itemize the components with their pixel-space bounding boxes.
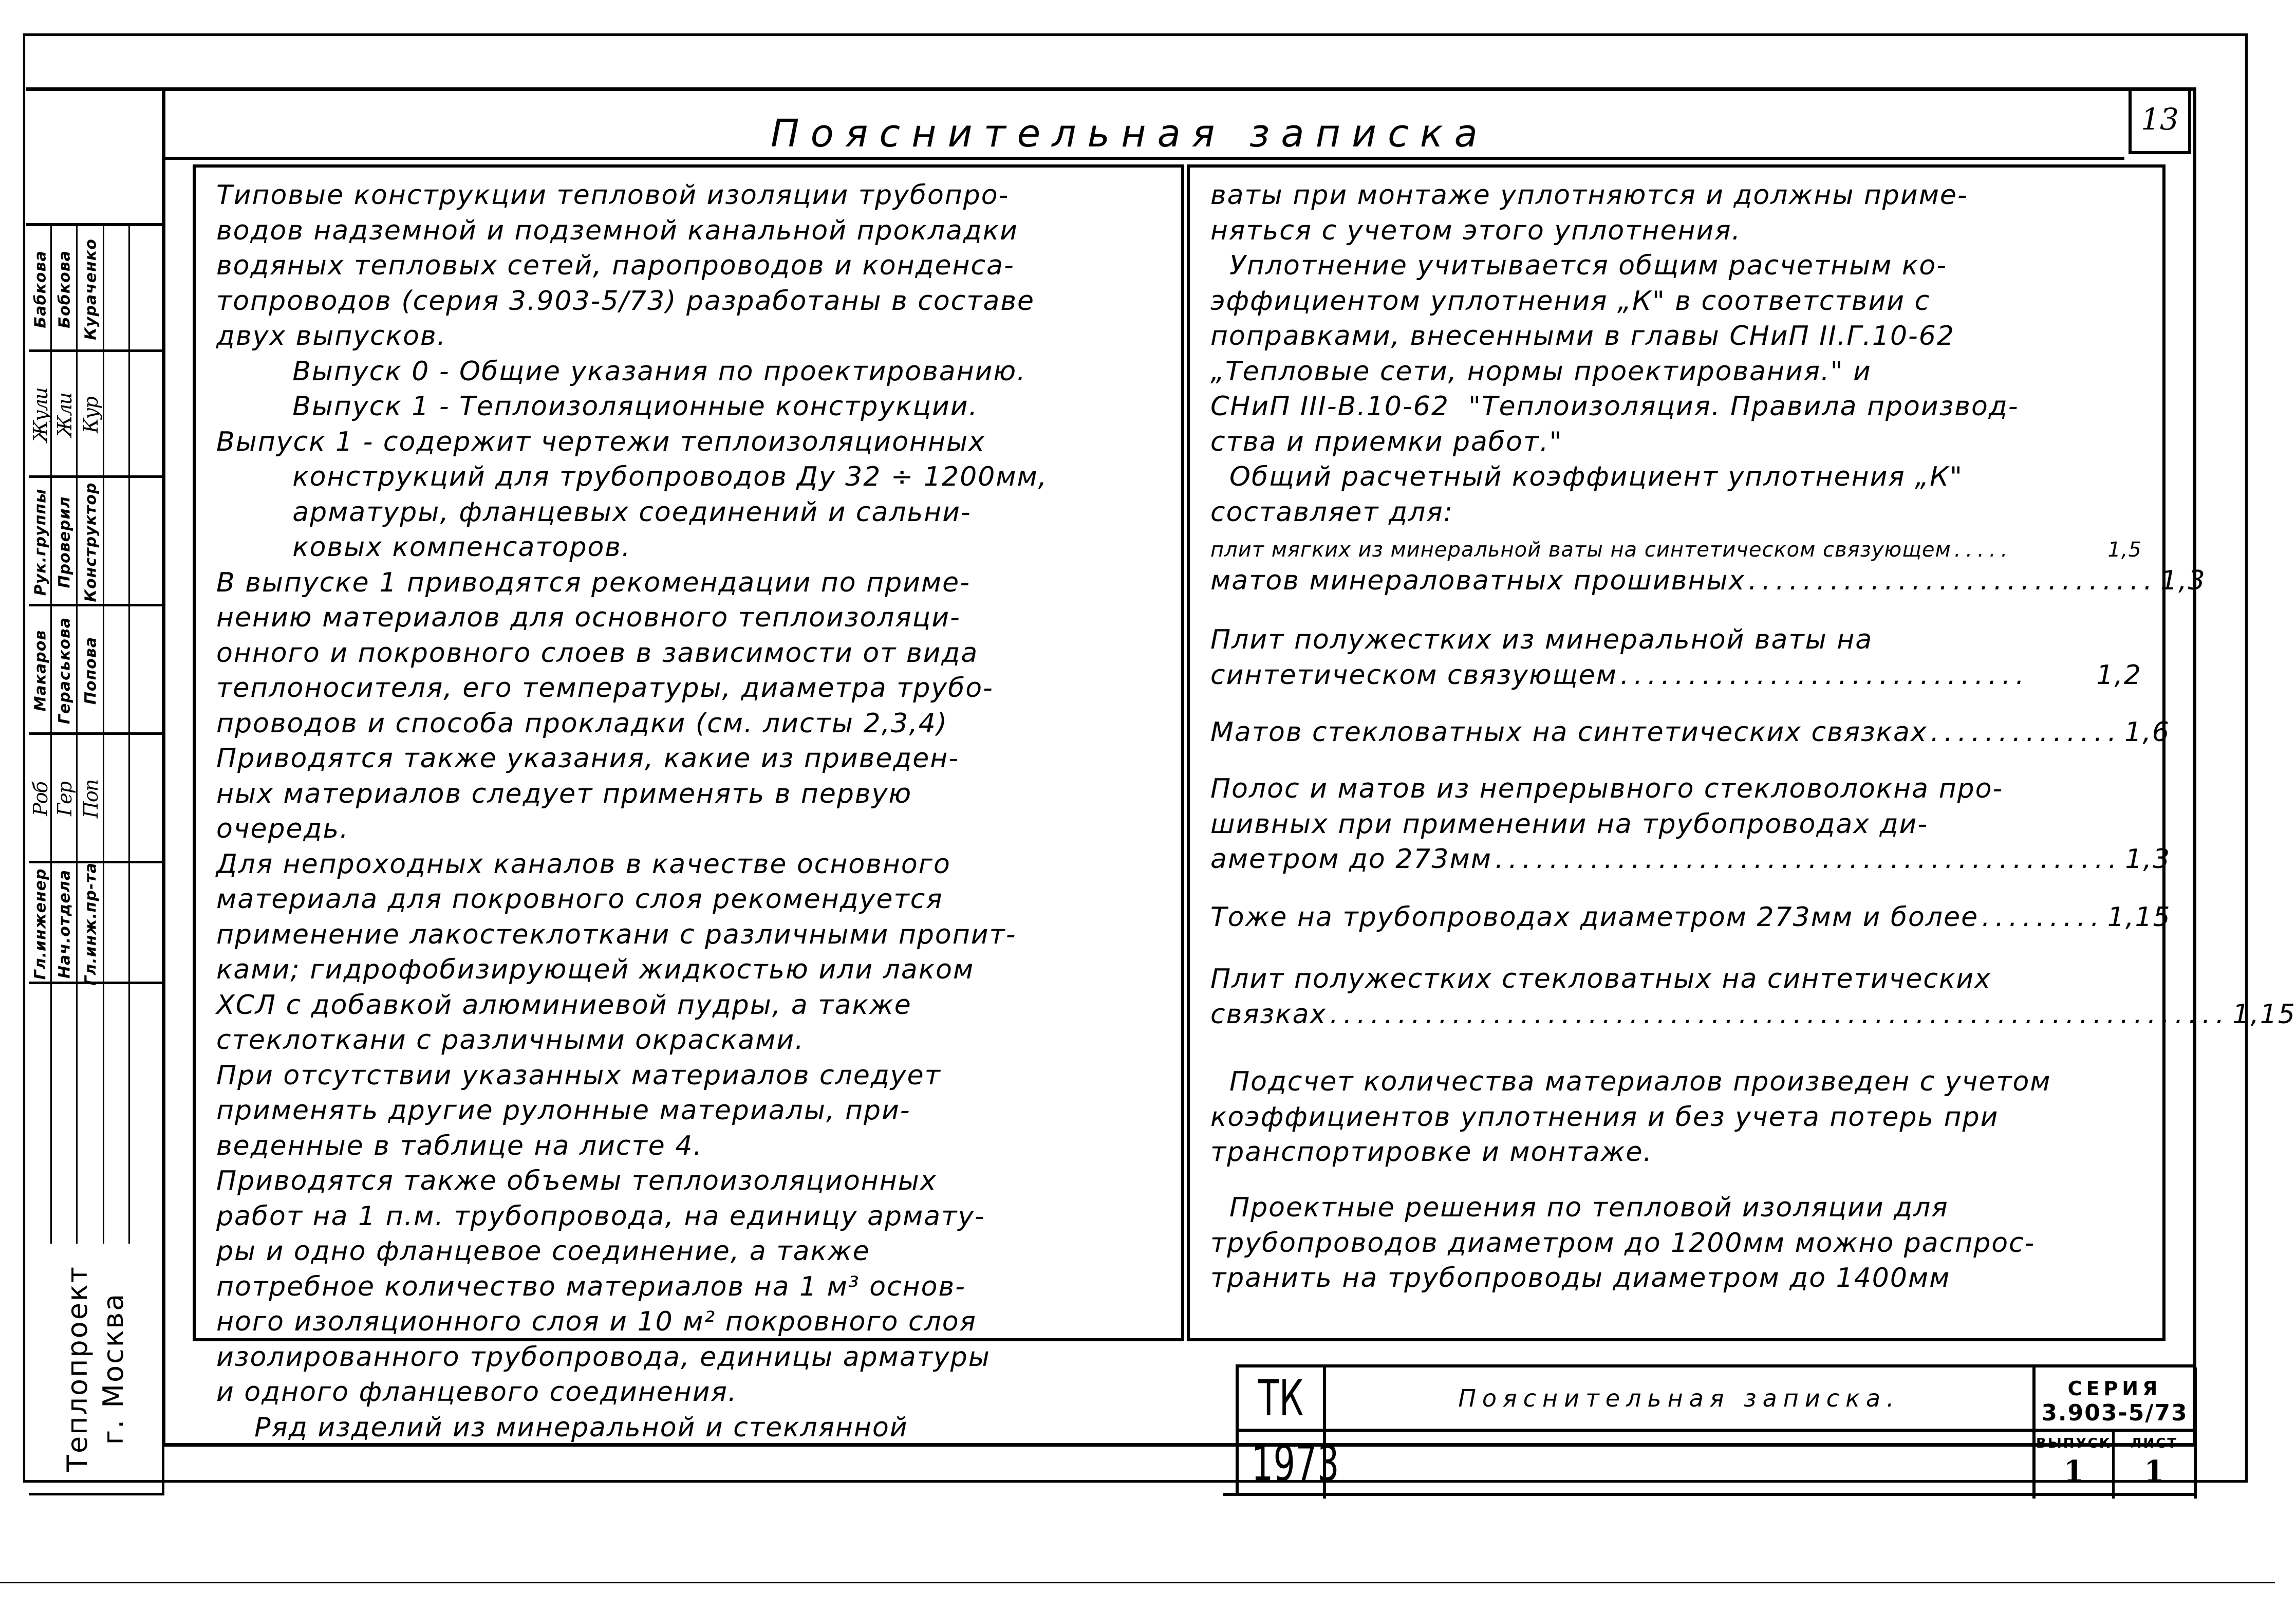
sheet-edge-line	[0, 1582, 2275, 1583]
drawing-code: ТК	[1258, 1370, 1304, 1427]
issue-value: 1	[2064, 1454, 2084, 1488]
title-block-code-cell	[1239, 1367, 1326, 1432]
signature: Кур	[80, 397, 102, 433]
text-line: Полос и матов из непрерывного стекловолокна про-	[1210, 773, 2004, 804]
page-number: 13	[2141, 102, 2179, 137]
text-panel-right	[1187, 164, 2296, 1341]
coefficient-label: Тоже на трубопроводах диаметром 273мм и более	[1210, 902, 1979, 933]
coefficient-value: 1,3	[2125, 844, 2171, 875]
text-line: Проектные решения по тепловой изоляции для	[1210, 1192, 1949, 1223]
leader-dots: .........	[1982, 902, 2104, 933]
coefficient-value: 1,3	[2160, 565, 2206, 596]
text-line: и одного фланцевого соединения.	[216, 1377, 738, 1408]
text-line: няться с учетом этого уплотнения.	[1210, 215, 1742, 246]
title-block-bottom-border	[1223, 1493, 2196, 1496]
coefficient-item	[1210, 771, 2171, 877]
left-column-body	[216, 178, 1171, 1445]
stamp-name: Кураченко	[82, 238, 100, 340]
design-scope-note	[1210, 1190, 2142, 1296]
text-line: Выпуск 1 - содержит чертежи теплоизоляционных	[216, 426, 985, 457]
text-line: „Тепловые сети, нормы проектирования." и	[1210, 356, 1872, 387]
text-line: очередь.	[216, 814, 349, 844]
coefficient-value: 1,15	[2107, 902, 2171, 933]
signature: Роб	[29, 782, 52, 816]
text-line: Для непроходных каналов в качестве основного	[216, 848, 951, 880]
coefficient-item	[1210, 563, 2206, 599]
text-line: трубопроводов диаметром до 1200мм можно распрос-	[1210, 1227, 2036, 1259]
text-line: теплоносителя, его температуры, диаметра трубо-	[216, 673, 994, 704]
coefficient-item	[1210, 962, 2296, 1032]
materials-count-note	[1210, 1064, 2142, 1170]
title-block-year-cell	[1239, 1432, 1339, 1499]
stamp-role: Проверил	[55, 496, 74, 588]
text-line: нению материалов для основного теплоизоляци-	[216, 602, 961, 633]
text-line: Общий расчетный коэффициент уплотнения „К"	[1210, 461, 1963, 492]
text-line: шивных при применении на трубопроводах ди-	[1210, 808, 1929, 840]
text-line: Выпуск 0 - Общие указания по проектированию.	[216, 356, 1026, 387]
stamp-role: Нач.отдела	[55, 869, 74, 978]
coefficient-item	[1210, 715, 2170, 750]
text-line: топроводов (серия 3.903-5/73) разработаны в составе	[216, 285, 1035, 317]
stamp-role: Конструктор	[82, 482, 100, 602]
title-block-title-cell	[1326, 1367, 2032, 1432]
coefficient-label: плит мягких из минеральной ваты на синтетическом связующем	[1210, 538, 1951, 562]
signature: Жули	[29, 387, 52, 442]
text-line: Уплотнение учитывается общим расчетным ко-	[1210, 250, 1947, 281]
stamp-role: Рук.группы	[31, 488, 49, 596]
stamp-name: Гераськова	[55, 617, 74, 725]
coefficient-label: синтетическом связующем	[1210, 659, 1617, 691]
coefficient-value: 1,15	[2232, 999, 2296, 1030]
page-number-box	[2129, 90, 2191, 154]
stamp-block-signatures-mid	[29, 735, 164, 863]
organization-block	[29, 1244, 164, 1495]
coefficient-label: аметром до 273мм	[1210, 844, 1492, 875]
text-line: онного и покровного слоев в зависимости от вида	[216, 637, 979, 669]
text-line: водов надземной и подземной канальной прокладки	[216, 215, 1018, 246]
text-line: двух выпусков.	[216, 321, 447, 352]
text-line: При отсутствии указанных материалов следует	[216, 1060, 941, 1091]
drawing-year: 1973	[1251, 1435, 1339, 1492]
coefficient-value: 1,5	[2107, 538, 2142, 562]
coefficient-item	[1210, 622, 2142, 693]
stamp-name: Макаров	[31, 630, 49, 712]
stamp-block-signatures-top	[29, 352, 164, 478]
text-line: стеклоткани с различными окрасками.	[216, 1025, 805, 1056]
approval-stamp	[29, 226, 164, 1244]
text-line: потребное количество материалов на 1 м³ основ-	[216, 1271, 966, 1302]
title-underline	[164, 157, 2124, 160]
leader-dots: ..............	[1930, 717, 2122, 748]
stamp-role: Гл.инженер	[31, 868, 49, 979]
stamp-block-roles-mid	[29, 478, 164, 606]
text-line: ного изоляционного слоя и 10 м² покровного слоя	[216, 1306, 977, 1337]
text-line: арматуры, фланцевых соединений и сальни-	[216, 496, 972, 528]
title-block-sheet-cell	[2115, 1432, 2197, 1499]
coefficient-label: связках	[1210, 999, 1327, 1030]
organization-name	[60, 1265, 132, 1472]
text-line: материала для покровного слоя рекомендуется	[216, 884, 943, 915]
coefficient-label: матов минераловатных прошивных	[1210, 565, 1746, 596]
text-line: проводов и способа прокладки (см. листы 2,3,4)	[216, 708, 948, 739]
title-block-issue-cell	[2032, 1432, 2115, 1499]
coefficient-item	[1210, 532, 2142, 568]
coefficient-item	[1210, 900, 2171, 935]
text-line: Ряд изделий из минеральной и стеклянной	[216, 1412, 908, 1443]
text-line: Плит полужестких стекловатных на синтетических	[1210, 964, 1991, 994]
text-line: СНиП III-В.10-62 "Теплоизоляция. Правила производ-	[1210, 391, 2019, 422]
text-line: транспортировке и монтаже.	[1210, 1137, 1653, 1168]
text-panel-left	[193, 164, 1184, 1443]
text-line: ХСЛ с добавкой алюминиевой пудры, а также	[216, 989, 912, 1021]
page-title: Пояснительная записка	[771, 112, 1489, 156]
text-line: ковых компенсаторов.	[216, 532, 631, 563]
coefficient-label: Матов стекловатных на синтетических связках	[1210, 717, 1928, 748]
stamp-name: Бобкова	[55, 250, 74, 328]
sheet-label: ЛИСТ	[2130, 1436, 2178, 1451]
stamp-block-names-top	[29, 226, 164, 352]
drawing-title: Пояснительная записка.	[1458, 1384, 1900, 1412]
text-line: применение лакостеклоткани с различными пропит-	[216, 919, 1017, 950]
stamp-role: Гл.инж.пр-та	[82, 862, 100, 986]
leader-dots: ..............................	[1748, 565, 2158, 596]
stamp-name: Бабкова	[31, 250, 49, 328]
leader-dots: .....	[1954, 538, 2013, 562]
stamp-block-names-mid	[29, 606, 164, 735]
text-line: ками; гидрофобизирующей жидкостью или лаком	[216, 954, 975, 985]
text-line: применять другие рулонные материалы, при-	[216, 1095, 911, 1126]
text-line: ных материалов следует применять в первую	[216, 778, 912, 809]
text-line: ваты при монтаже уплотняются и должны приме-	[1210, 180, 1968, 211]
text-line: В выпуске 1 приводятся рекомендации по приме-	[216, 567, 970, 598]
text-line: ства и приемки работ."	[1210, 426, 1563, 457]
leader-dots: ..................................................................	[1330, 999, 2230, 1030]
stamp-name: Попова	[82, 636, 100, 705]
organization-title: Теплопроект	[61, 1265, 94, 1472]
text-line: составляет для:	[1210, 496, 1454, 528]
text-line: Подсчет количества материалов произведен с учетом	[1210, 1066, 2051, 1097]
signature: Жли	[53, 393, 76, 437]
text-line: поправками, внесенными в главы СНиП II.Г.10-62	[1210, 321, 1955, 352]
title-block-series-cell	[2032, 1367, 2197, 1432]
coefficient-value: 1,6	[2124, 717, 2170, 748]
text-line: Приводятся также указания, какие из приведен-	[216, 743, 960, 774]
series-label: СЕРИЯ	[2067, 1377, 2162, 1400]
leader-dots: ..............................	[1620, 659, 2029, 691]
text-line: конструкций для трубопроводов Ду 32 ÷ 1200мм,	[216, 461, 1048, 492]
series-value: 3.903-5/73	[2041, 1400, 2188, 1426]
text-line: веденные в таблице на листе 4.	[216, 1130, 703, 1161]
signature: Гер	[53, 782, 76, 816]
sheet-value: 1	[2144, 1454, 2164, 1488]
title-block	[1236, 1364, 2194, 1495]
text-line: Выпуск 1 - Теплоизоляционные конструкции.	[216, 391, 979, 422]
stamp-header-cell	[26, 87, 164, 226]
leader-dots: ..............................................	[1495, 844, 2122, 875]
text-line: Плит полужестких из минеральной ваты на	[1210, 624, 1873, 655]
text-line: работ на 1 п.м. трубопровода, на единицу армату-	[216, 1200, 985, 1232]
issue-label: ВЫПУСК	[2036, 1436, 2112, 1451]
text-line: ры и одно фланцевое соединение, а также	[216, 1236, 870, 1267]
organization-city: г. Москва	[97, 1292, 129, 1445]
text-line: изолированного трубопровода, единицы арматуры	[216, 1341, 991, 1373]
text-line: Приводятся также объемы теплоизоляционных	[216, 1166, 937, 1196]
text-line: транить на трубопроводы диаметром до 1400мм	[1210, 1263, 1951, 1293]
text-line: водяных тепловых сетей, паропроводов и конденса-	[216, 250, 1015, 281]
stamp-block-roles-bottom	[29, 863, 164, 984]
text-line: коэффициентов уплотнения и без учета потерь при	[1210, 1101, 1999, 1133]
signature: Поп	[80, 780, 102, 819]
right-column-intro	[1210, 178, 2142, 530]
text-line: эффициентом уплотнения „К" в соответствии с	[1210, 285, 1931, 317]
coefficient-value: 1,2	[2096, 659, 2142, 691]
text-line: Типовые конструкции тепловой изоляции трубопро-	[216, 180, 1010, 211]
